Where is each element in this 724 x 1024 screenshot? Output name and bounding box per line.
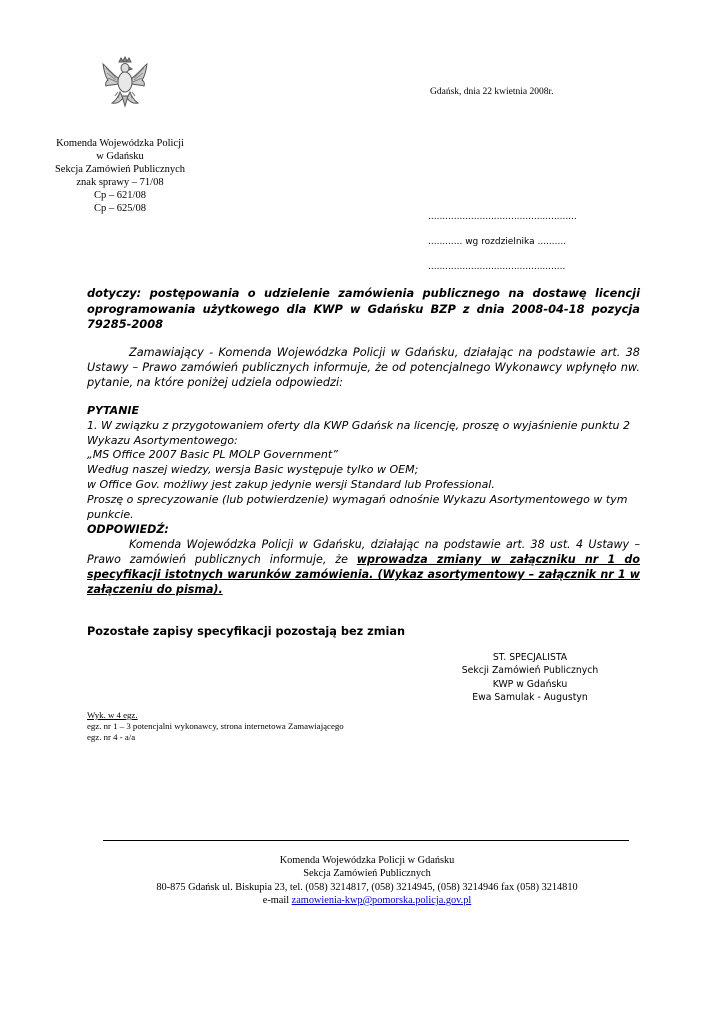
footer-email-line [100, 894, 634, 907]
signatory-name: Ewa Samulak - Augustyn [472, 691, 588, 703]
answer-text: Komenda Wojewódzka Policji w Gdańsku, działając na podstawie art. 38 ust. 4 Ustawy – Prawo zamówień publicznych informuje, że [87, 538, 640, 566]
sender-line: Komenda Wojewódzka Policji [56, 138, 184, 149]
distribution-heading: Wyk. w 4 egz. [87, 710, 138, 720]
email-label: e-mail [262, 894, 292, 906]
question-section [87, 404, 640, 522]
sender-block [50, 137, 190, 215]
footer-address: 80-875 Gdańsk ul. Biskupia 23, tel. (058) 3214817, (058) 3214945, (058) 3214946 fax (058) 3214810 [156, 881, 578, 893]
email-link[interactable]: zamowienia-kwp@pomorska.policja.gov.pl [291, 894, 472, 906]
question-line: punkcie. [87, 507, 134, 521]
intro-text: Zamawiający - Komenda Wojewódzka Policji w Gdańsku, działając na podstawie art. 38 Ustawy – Prawo zamówień publicznych informuje, że od potencjalnego Wykonawcy wpłynęło nw. pytanie, na które poniżej udziela odpowiedzi: [87, 346, 640, 389]
case-number: Cp – 621/08 [94, 190, 146, 201]
polish-eagle-emblem-icon [100, 56, 150, 108]
sender-line: Sekcja Zamówień Publicznych [54, 164, 186, 175]
distribution-line: egz. nr 4 - a/a [87, 732, 136, 743]
case-number: Cp – 625/08 [94, 203, 146, 214]
footer-line: Komenda Wojewódzka Policji w Gdańsku [279, 855, 455, 866]
question-line: „MS Office 2007 Basic PL MOLP Government” [87, 448, 338, 462]
signatory-unit: Sekcji Zamówień Publicznych [461, 665, 599, 677]
footer-line: Sekcja Zamówień Publicznych [303, 868, 431, 880]
recipient-dots-top: .................................................... [428, 212, 577, 222]
question-line: Wykazu Asortymentowego: [87, 433, 238, 447]
answer-emphasis: wprowadza zmiany w załączniku nr 1 do specyfikacji istotnych warunków zamówienia. (Wykaz asortymentowy – załącznik nr 1 w załączeniu do pisma). [87, 553, 640, 596]
footer-divider [103, 840, 629, 841]
question-line: Według naszej wiedzy, wersja Basic występuje tylko w OEM; [87, 463, 419, 477]
distribution-line: egz. nr 1 – 3 potencjalni wykonawcy, strona internetowa Zamawiającego [87, 721, 344, 732]
question-line: Proszę o sprecyzowanie (lub potwierdzenie) wymagań odnośnie Wykazu Asortymentowego w tym [87, 492, 628, 506]
signatory-unit: KWP w Gdańsku [492, 678, 568, 690]
question-line: w Office Gov. możliwy jest zakup jedynie wersji Standard lub Professional. [87, 477, 495, 491]
answer-heading: ODPOWIEDŹ: [87, 523, 169, 536]
closing-statement: Pozostałe zapisy specyfikacji pozostają bez zmian [87, 625, 406, 638]
subject-line: dotyczy: postępowania o udzielenie zamówienia publicznego na dostawę licencji oprogramowania użytkowego dla KWP w Gdańsku BZP z dnia 2008-04-18 pozycja 79285-2008 [87, 286, 640, 331]
question-heading: PYTANIE [87, 404, 140, 417]
recipient-line: ............ wg rozdzielnika .......... [428, 237, 567, 247]
case-number: znak sprawy – 71/08 [76, 177, 164, 188]
signatory-title: ST. SPECJALISTA [492, 652, 568, 663]
intro-paragraph [87, 345, 640, 390]
sender-line: w Gdańsku [96, 151, 144, 162]
document-date: Gdańsk, dnia 22 kwietnia 2008r. [430, 87, 554, 97]
distribution-list [87, 710, 344, 744]
question-line: 1. W związku z przygotowaniem oferty dla KWP Gdańsk na licencję, proszę o wyjaśnienie punktu 2 [87, 418, 631, 432]
signature-block [440, 651, 620, 704]
footer [100, 854, 634, 907]
answer-section [87, 523, 640, 597]
recipient-dots-bottom: ................................................ [428, 262, 566, 272]
